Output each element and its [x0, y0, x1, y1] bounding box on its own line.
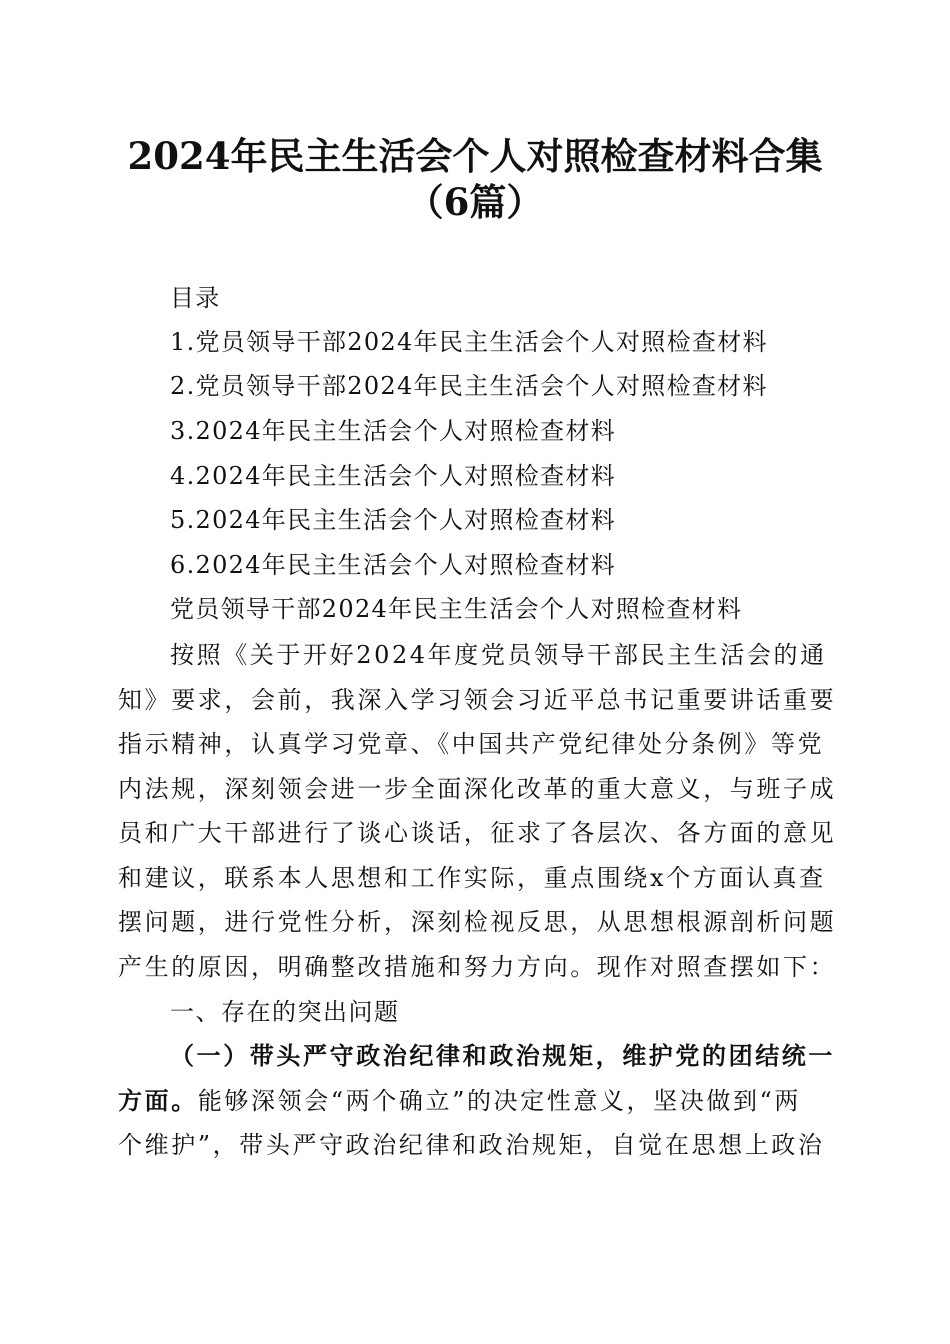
toc-item: 4.2024年民主生活会个人对照检查材料 [170, 462, 616, 490]
paragraph-line: 内法规，深刻领会进一步全面深化改革的重大意义，与班子成 [118, 775, 837, 803]
paragraph-line: 员和广大干部进行了谈心谈话，征求了各层次、各方面的意见 [118, 819, 837, 847]
subsection-heading-tail: 方面。 [118, 1086, 198, 1115]
document-title: 2024年民主生活会个人对照检查材料合集（6篇） [127, 134, 823, 224]
toc-item: 5.2024年民主生活会个人对照检查材料 [170, 506, 616, 534]
paragraph-text: 能够深领会“两个确立”的决定性意义，坚决做到“两 [197, 1087, 802, 1115]
paragraph-line: 摆问题，进行党性分析，深刻检视反思，从思想根源剖析问题 [118, 908, 837, 936]
section-heading: 一、存在的突出问题 [170, 998, 400, 1026]
paragraph-line: 和建议，联系本人思想和工作实际，重点围绕x个方面认真查 [118, 864, 826, 892]
toc-item: 6.2024年民主生活会个人对照检查材料 [170, 551, 616, 579]
paragraph-line: 产生的原因，明确整改措施和努力方向。现作对照查摆如下： [118, 953, 837, 981]
toc-item: 3.2024年民主生活会个人对照检查材料 [170, 417, 616, 445]
toc-item: 2.党员领导干部2024年民主生活会个人对照检查材料 [170, 372, 768, 400]
paragraph-line: 个维护”，带头严守政治纪律和政治规矩，自觉在思想上政治 [118, 1131, 825, 1159]
paragraph-line: 指示精神，认真学习党章、《中国共产党纪律处分条例》等党 [118, 730, 825, 758]
subsection-heading: （一）带头严守政治纪律和政治规矩，维护党的团结统一 [170, 1041, 835, 1070]
paragraph-line: 按照《关于开好2024年度党员领导干部民主生活会的通 [170, 641, 827, 669]
article-title: 党员领导干部2024年民主生活会个人对照检查材料 [170, 595, 743, 623]
paragraph-line: 知》要求，会前，我深入学习领会习近平总书记重要讲话重要 [118, 686, 837, 714]
toc-item: 1.党员领导干部2024年民主生活会个人对照检查材料 [170, 328, 768, 356]
paragraph-line [118, 1086, 801, 1116]
toc-heading: 目录 [170, 284, 221, 312]
